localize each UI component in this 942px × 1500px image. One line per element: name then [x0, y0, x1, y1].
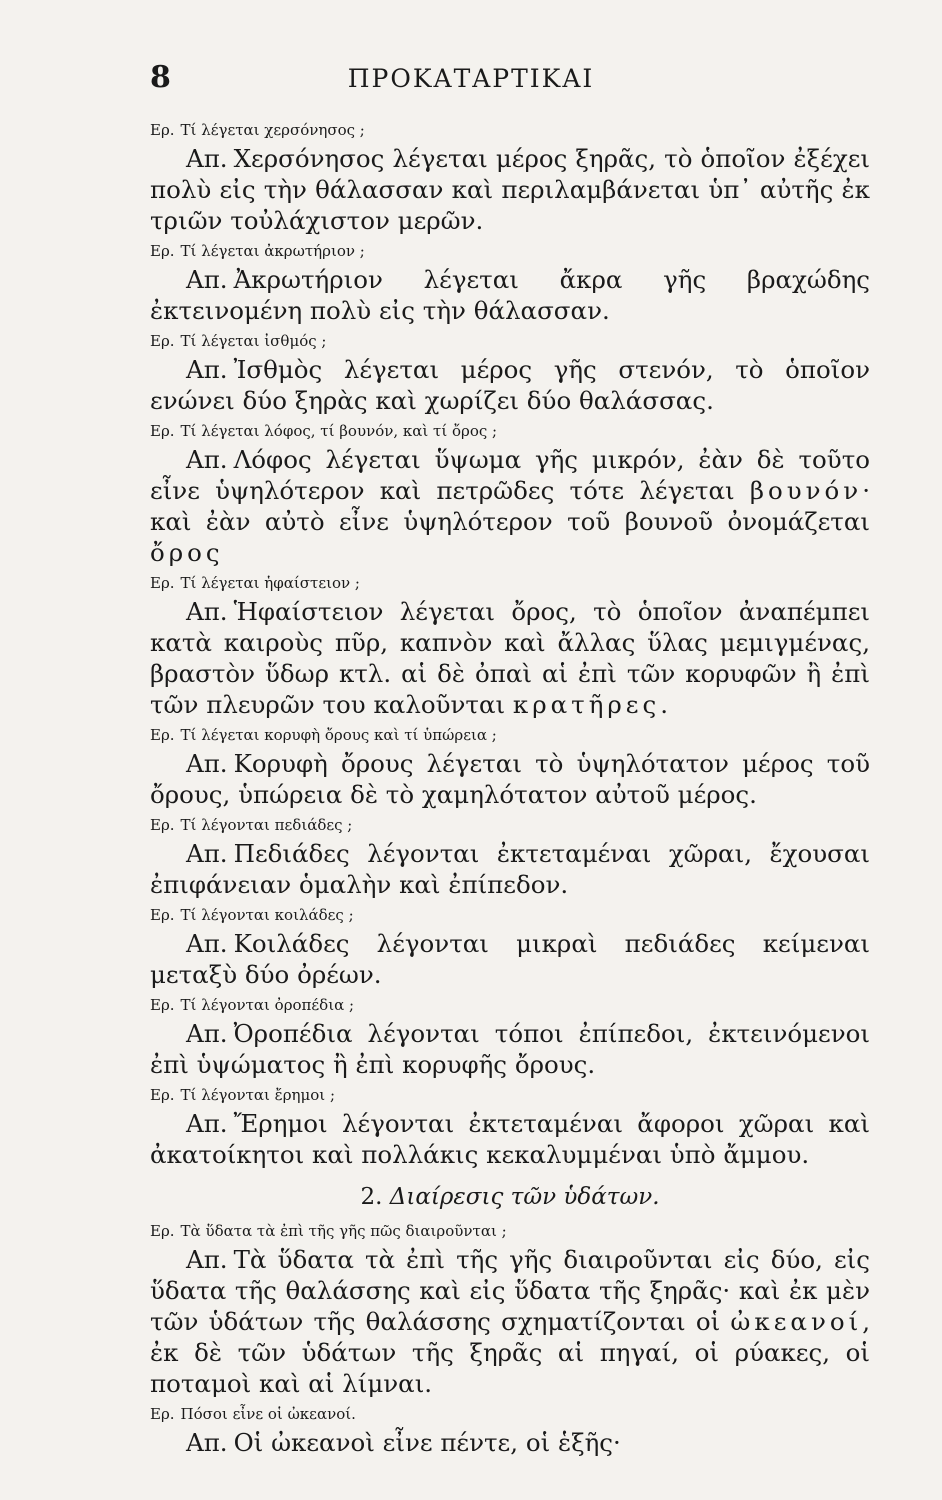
question-line: [150, 570, 870, 596]
answer-label: Απ.: [186, 597, 228, 626]
answer-paragraph: [150, 838, 870, 900]
answer-paragraph: [150, 143, 870, 236]
question-label: Ερ.: [150, 121, 175, 139]
question-line: [150, 1218, 870, 1244]
answer-text: , ἐκ δὲ τῶν ὑδάτων τῆς ξηρᾶς αἱ πηγαί, οἱ ρύακες, οἱ ποταμοὶ καὶ αἱ λίμναι.: [150, 1307, 870, 1398]
question-line: [150, 992, 870, 1018]
question-line: [150, 1082, 870, 1108]
question-text: Τί λέγονται κοιλάδες ;: [180, 906, 354, 924]
answer-label: Απ.: [186, 265, 228, 294]
question-label: Ερ.: [150, 574, 175, 592]
answer-label: Απ.: [186, 144, 228, 173]
question-text: Τί λέγονται ὀροπέδια ;: [180, 996, 355, 1014]
answer-label: Απ.: [186, 1019, 228, 1048]
spaced-term: ὄρος: [150, 538, 224, 567]
question-line: [150, 902, 870, 928]
question-text: Τί λέγεται ἡφαίστειον ;: [180, 574, 360, 592]
question-line: [150, 812, 870, 838]
question-label: Ερ.: [150, 242, 175, 260]
answer-text: Χερσόνησος λέγεται μέρος ξηρᾶς, τὸ ὁποῖον ἐξέχει πολὺ εἰς τὴν θάλασσαν καὶ περιλαμβάνεται ὑπ᾽ αὐτῆς ἐκ τριῶν τοὐλάχιστον μερῶν.: [150, 144, 870, 235]
answer-paragraph: [150, 748, 870, 810]
answer-text: Κορυφὴ ὄρους λέγεται τὸ ὑψηλότατον μέρος τοῦ ὄρους, ὑπώρεια δὲ τὸ χαμηλότατον αὐτοῦ μέρος.: [150, 749, 870, 809]
answer-paragraph: [150, 596, 870, 720]
text-body: [150, 115, 870, 1458]
section-title: Διαίρεσις τῶν ὑδάτων.: [389, 1184, 660, 1210]
answer-text: Ἰσθμὸς λέγεται μέρος γῆς στενόν, τὸ ὁποῖον ενώνει δύο ξηρὰς καὶ χωρίζει δύο θαλάσσας.: [150, 355, 870, 415]
answer-paragraph: [150, 1427, 870, 1458]
page-number: 8: [150, 60, 171, 95]
answer-text: Ἡφαίστειον λέγεται ὄρος, τὸ ὁποῖον ἀναπέμπει κατὰ καιροὺς πῦρ, καπνὸν καὶ ἄλλας ὕλας μεμιγμένας, βραστὸν ὕδωρ κτλ. αἱ δὲ ὀπαὶ αἱ ἐπὶ τῶν κορυφῶν ἢ ἐπὶ τῶν πλευρῶν του καλοῦνται: [150, 597, 870, 719]
page-header: [0, 60, 942, 100]
answer-label: Απ.: [186, 749, 228, 778]
question-label: Ερ.: [150, 996, 175, 1014]
answer-text: · καὶ ἐὰν αὐτὸ εἶνε ὑψηλότερον τοῦ βουνοῦ ὀνομάζεται: [150, 476, 870, 536]
answer-paragraph: [150, 444, 870, 568]
answer-label: Απ.: [186, 1428, 228, 1457]
answer-label: Απ.: [186, 839, 228, 868]
question-line: [150, 117, 870, 143]
spaced-term: κρατῆρες.: [512, 690, 673, 719]
question-label: Ερ.: [150, 1086, 175, 1104]
question-text: Τί λέγεται λόφος, τί βουνόν, καὶ τί ὄρος ;: [180, 422, 498, 440]
section-number: 2.: [360, 1184, 383, 1210]
question-text: Τί λέγονται ἔρημοι ;: [180, 1086, 336, 1104]
question-label: Ερ.: [150, 422, 175, 440]
question-label: Ερ.: [150, 1405, 175, 1423]
answer-text: Οἱ ὠκεανοὶ εἶνε πέντε, οἱ ἑξῆς·: [233, 1428, 621, 1457]
answer-text: Κοιλάδες λέγονται μικραὶ πεδιάδες κείμεναι μεταξὺ δύο ὀρέων.: [150, 929, 870, 989]
question-line: [150, 1401, 870, 1427]
question-line: [150, 722, 870, 748]
question-label: Ερ.: [150, 1222, 175, 1240]
answer-paragraph: [150, 264, 870, 326]
answer-text: Ὀροπέδια λέγονται τόποι ἐπίπεδοι, ἐκτεινόμενοι ἐπὶ ὑψώματος ἢ ἐπὶ κορυφῆς ὄρους.: [150, 1019, 870, 1079]
question-label: Ερ.: [150, 816, 175, 834]
question-text: Τί λέγεται χερσόνησος ;: [180, 121, 365, 139]
question-label: Ερ.: [150, 332, 175, 350]
answer-label: Απ.: [186, 929, 228, 958]
answer-label: Απ.: [186, 355, 228, 384]
question-text: Τί λέγεται ἰσθμός ;: [180, 332, 327, 350]
answer-text: Λόφος λέγεται ὕψωμα γῆς μικρόν, ἐὰν δὲ τοῦτο εἶνε ὑψηλότερον καὶ πετρῶδες τότε λέγεται: [150, 445, 870, 505]
answer-paragraph: [150, 354, 870, 416]
answer-paragraph: [150, 1244, 870, 1399]
question-label: Ερ.: [150, 726, 175, 744]
question-line: [150, 328, 870, 354]
section-heading: [150, 1180, 870, 1214]
question-line: [150, 418, 870, 444]
question-text: Τί λέγεται κορυφὴ ὄρους καὶ τί ὑπώρεια ;: [180, 726, 497, 744]
question-line: [150, 238, 870, 264]
answer-paragraph: [150, 1108, 870, 1170]
answer-text: Τὰ ὕδατα τὰ ἐπὶ τῆς γῆς διαιροῦνται εἰς δύο, εἰς ὕδατα τῆς θαλάσσης καὶ εἰς ὕδατα τῆς ξηρᾶς· καὶ ἐκ μὲν τῶν ὑδάτων τῆς θαλάσσης σχηματίζονται οἱ: [150, 1245, 870, 1336]
answer-label: Απ.: [186, 1109, 228, 1138]
answer-label: Απ.: [186, 445, 228, 474]
spaced-term: ὠκεανοί: [730, 1307, 863, 1336]
answer-text: Ἀκρωτήριον λέγεται ἄκρα γῆς βραχώδης ἐκτεινομένη πολὺ εἰς τὴν θάλασσαν.: [150, 265, 870, 325]
question-text: Τὰ ὕδατα τὰ ἐπὶ τῆς γῆς πῶς διαιροῦνται ;: [180, 1222, 507, 1240]
running-title: ΠΡΟΚΑΤΑΡΤΙΚΑΙ: [347, 64, 595, 93]
question-label: Ερ.: [150, 906, 175, 924]
answer-text: Ἔρημοι λέγονται ἐκτεταμέναι ἄφοροι χῶραι καὶ ἀκατοίκητοι καὶ πολλάκις κεκαλυμμέναι ὑπὸ ἄμμου.: [150, 1109, 870, 1169]
question-text: Τί λέγεται ἀκρωτήριον ;: [180, 242, 365, 260]
answer-label: Απ.: [186, 1245, 228, 1274]
answer-paragraph: [150, 928, 870, 990]
answer-paragraph: [150, 1018, 870, 1080]
question-text: Πόσοι εἶνε οἱ ὠκεανοί.: [180, 1405, 356, 1423]
answer-text: Πεδιάδες λέγονται ἐκτεταμέναι χῶραι, ἔχουσαι ἐπιφάνειαν ὁμαλὴν καὶ ἐπίπεδον.: [150, 839, 870, 899]
spaced-term: βουνόν: [749, 476, 863, 505]
question-text: Τί λέγονται πεδιάδες ;: [180, 816, 353, 834]
